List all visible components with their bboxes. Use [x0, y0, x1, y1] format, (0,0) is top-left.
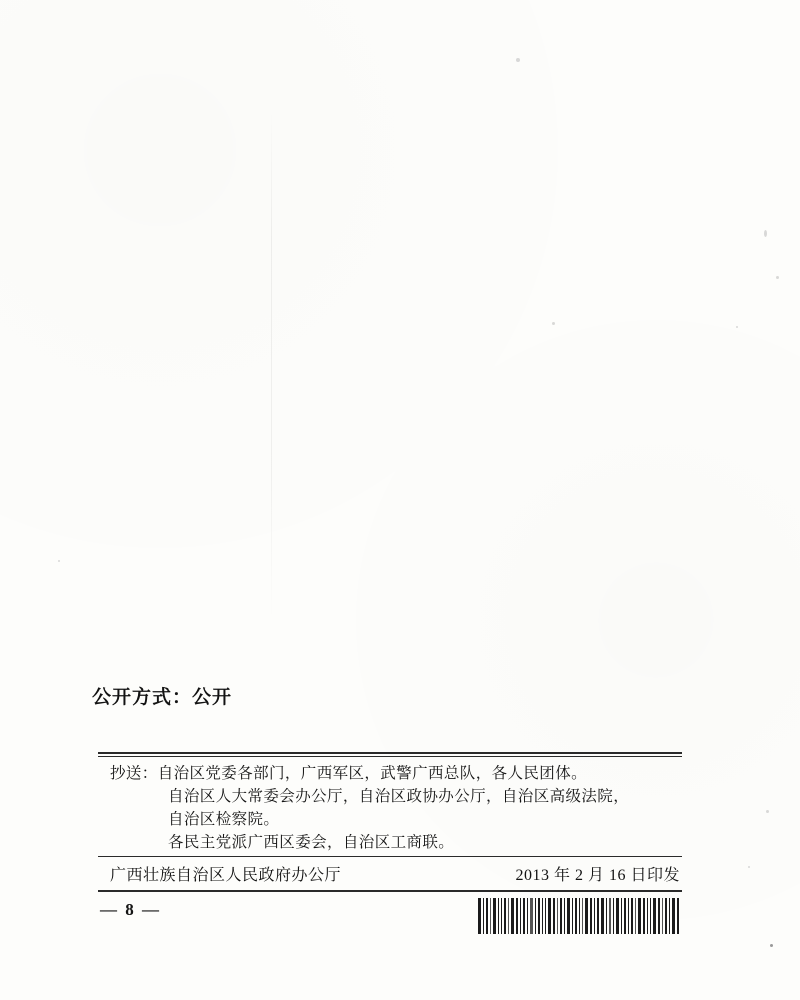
cc-line-4: 各民主党派广西区委会，自治区工商联。 — [168, 834, 455, 851]
divider-bottom — [98, 890, 682, 892]
page-number: — 8 — — [100, 900, 161, 919]
cc-line-3: 自治区检察院。 — [168, 811, 280, 828]
disclosure-method-line: 公开方式：公开 — [92, 687, 233, 708]
divider-middle — [98, 856, 682, 857]
divider-top — [98, 752, 682, 754]
cc-line-1: 抄送：自治区党委各部门，广西军区，武警广西总队，各人民团体。 — [110, 765, 588, 782]
issue-date: 2013 年 2 月 16 日印发 — [515, 867, 680, 884]
cc-line-2: 自治区人大常委会办公厅，自治区政协办公厅，自治区高级法院， — [168, 788, 630, 805]
issuing-office: 广西壮族自治区人民政府办公厅 — [110, 867, 342, 884]
divider-top-secondary — [98, 756, 682, 757]
barcode-image — [478, 898, 680, 934]
cc-distribution-block — [110, 762, 676, 854]
footer-row — [110, 862, 680, 885]
